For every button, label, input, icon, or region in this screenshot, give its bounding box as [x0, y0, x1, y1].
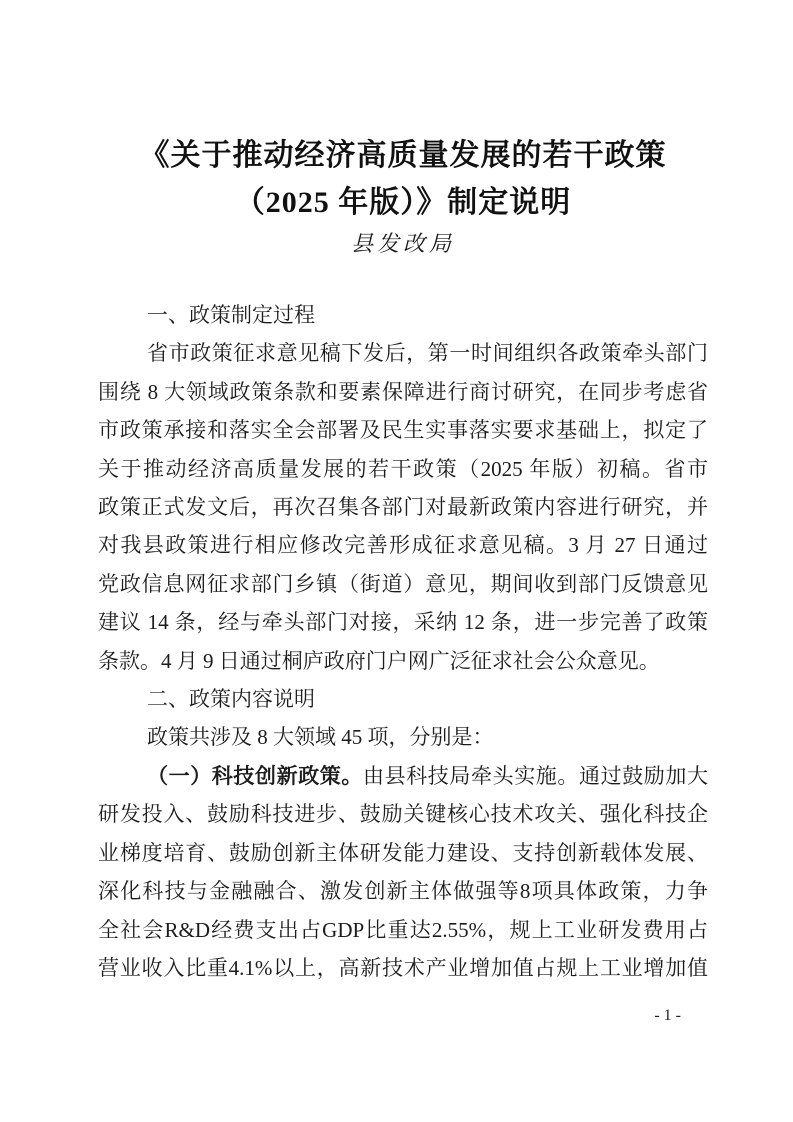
paragraph-line: 政策共涉及 8 大领域 45 项，分别是： — [147, 725, 494, 750]
document-content — [98, 0, 708, 1028]
paragraph-line: 建议 14 条，经与牵头部门对接，采纳 12 条，进一步完善了政策 — [98, 610, 708, 635]
section-heading-1: 一、政策制定过程 — [147, 303, 315, 327]
paragraph-line — [98, 757, 708, 795]
paragraph-line: 全社会R&D经费支出占GDP比重达2.55%，规上工业研发费用占 — [98, 917, 708, 942]
paragraph-line: 深化科技与金融融合、激发创新主体做强等8项具体政策，力争 — [98, 879, 708, 904]
paragraph-line: 业梯度培育、鼓励创新主体研发能力建设、支持创新载体发展、 — [98, 840, 708, 865]
policy-item-text: 由县科技局牵头实施。通过鼓励加大 — [363, 763, 708, 788]
paragraph-line: 省市政策征求意见稿下发后，第一时间组织各政策牵头部门 — [147, 341, 708, 366]
paragraph-line: 市政策承接和落实全会部署及民生实事落实要求基础上，拟定了 — [98, 418, 708, 443]
document-title-line-1: 《关于推动经济高质量发展的若干政策 — [139, 139, 667, 172]
paragraph-line: 政策正式发文后，再次召集各部门对最新政策内容进行研究，并 — [98, 495, 708, 520]
page-number: - 1 - — [654, 1007, 681, 1025]
paragraph-line: 围绕 8 大领域政策条款和要素保障进行商讨研究，在同步考虑省 — [98, 379, 708, 404]
policy-item-lead: （一）科技创新政策。 — [147, 763, 363, 788]
section-heading-2: 二、政策内容说明 — [147, 687, 315, 712]
paragraph-line: 条款。4 月 9 日通过桐庐政府门户网广泛征求社会公众意见。 — [98, 648, 660, 673]
document-title-line-2: （2025 年版）》制定说明 — [234, 186, 572, 219]
document-author: 县发改局 — [350, 231, 455, 256]
document-body — [98, 296, 708, 987]
paragraph-line: 党政信息网征求部门乡镇（街道）意见，期间收到部门反馈意见 — [98, 571, 708, 596]
document-title — [98, 0, 708, 226]
paragraph-line: 研发投入、鼓励科技进步、鼓励关键核心技术攻关、强化科技企 — [98, 802, 708, 827]
paragraph-line: 关于推动经济高质量发展的若干政策（2025 年版）初稿。省市 — [98, 456, 708, 481]
paragraph-line: 对我县政策进行相应修改完善形成征求意见稿。3 月 27 日通过 — [98, 533, 708, 558]
paragraph-line: 营业收入比重4.1%以上，高新技术产业增加值占规上工业增加值 — [98, 955, 708, 980]
